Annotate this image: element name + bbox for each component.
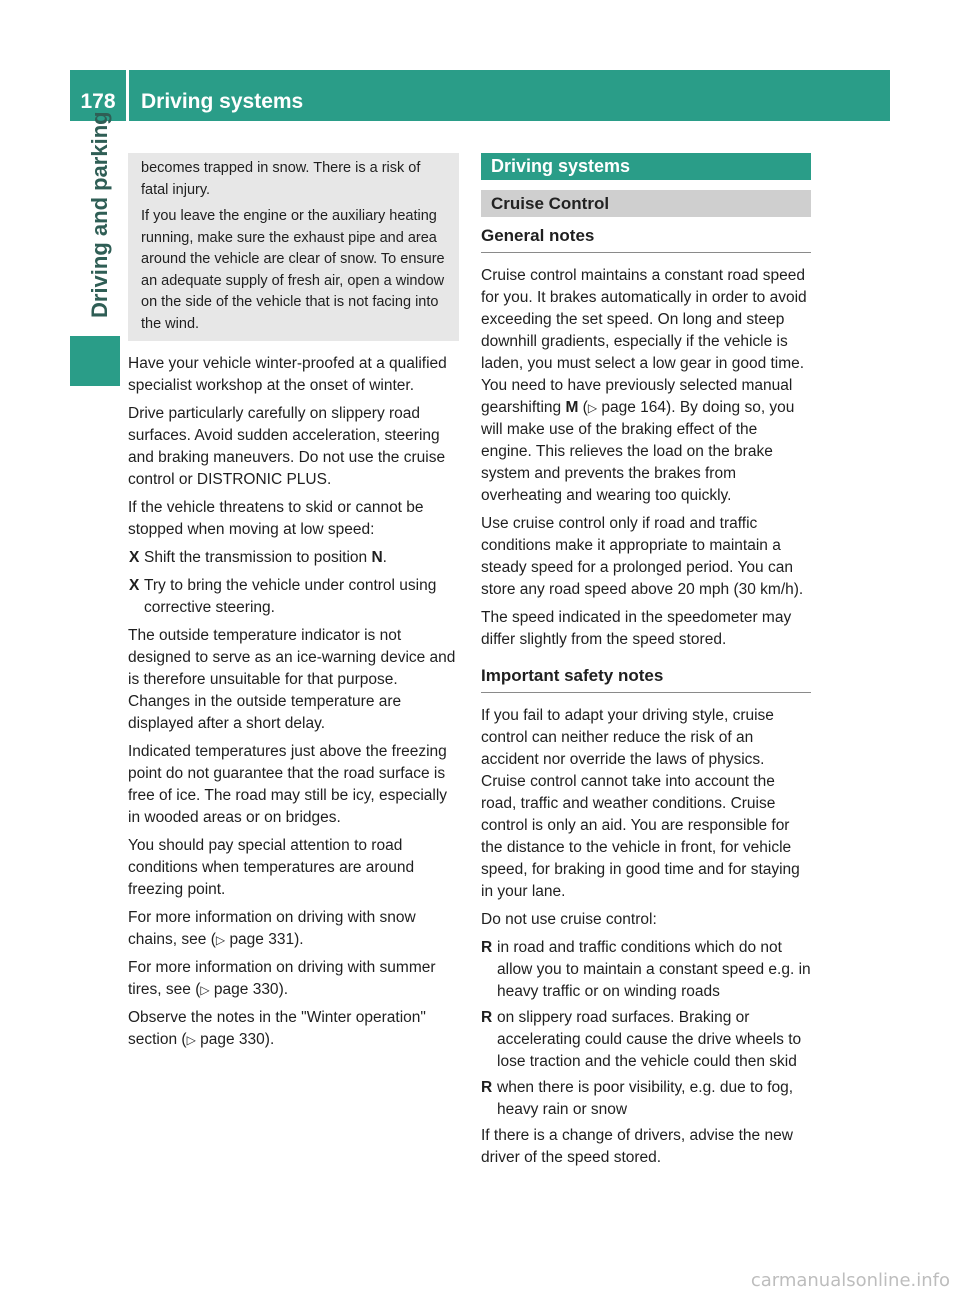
gear-mode: M [565, 399, 579, 416]
paragraph: Drive particularly carefully on slippery road surfaces. Avoid sudden acceleration, steering and braking maneuvers. Do not use the cruise control or DISTRONIC PLUS. [128, 405, 446, 488]
paragraph: Do not use cruise control: [481, 911, 657, 928]
paragraph-text: For more information on driving with summer tires, see ( [128, 959, 436, 998]
list-item-text: on slippery road surfaces. Braking or accelerating could cause the drive wheels to lose traction and the vehicle could then skid [497, 1009, 802, 1070]
paragraph-text-end: ). [294, 931, 304, 948]
list-item [481, 937, 811, 1003]
page-reference-link[interactable]: page 164 [601, 399, 667, 416]
page-ref-arrow-icon: ▷ [587, 401, 598, 415]
page-reference-link[interactable]: page 331 [229, 931, 295, 948]
paragraph-text: Observe the notes in the "Winter operation" section ( [128, 1009, 426, 1048]
warning-box [128, 153, 459, 341]
paragraph: If you fail to adapt your driving style, cruise control can neither reduce the risk of an accident nor override the laws of physics. Cruise control cannot take into account the road, traffic and weather conditions. Cruise control is only an aid. You are responsible for the distance to the vehicle in front, for vehicle speed, for braking in good time and for staying in your lane. [481, 707, 800, 900]
heading-safety-notes: Important safety notes [481, 665, 811, 693]
page-ref-arrow-icon: ▷ [215, 933, 226, 947]
heading-general-notes: General notes [481, 225, 811, 253]
step-text: Shift the transmission to position [144, 549, 372, 566]
left-column [128, 153, 459, 1057]
paragraph: If the vehicle threatens to skid or cannot be stopped when moving at low speed: [128, 499, 424, 538]
paragraph: The speed indicated in the speedometer may differ slightly from the speed stored. [481, 609, 792, 648]
page-ref-arrow-icon: ▷ [186, 1033, 196, 1047]
subsection-title: Cruise Control [481, 190, 811, 217]
paragraph: Use cruise control only if road and traffic conditions make it appropriate to maintain a steady speed for a prolonged period. You can store any road speed above 20 mph (30 km/h). [481, 515, 804, 598]
page-ref-arrow-icon: ▷ [200, 983, 210, 997]
list-item-text: when there is poor visibility, e.g. due to fog, heavy rain or snow [497, 1079, 794, 1118]
watermark: carmanualsonline.info [750, 1270, 950, 1291]
paragraph: The outside temperature indicator is not designed to serve as an ice-warning device and is therefore unsuitable for that purpose. Changes in the outside temperature are displayed after a short delay. [128, 627, 456, 732]
list-item-text: in road and traffic conditions which do not allow you to maintain a constant speed e.g. in heavy traffic or on winding roads [497, 939, 811, 1000]
step-marker: X [129, 549, 140, 566]
paragraph-text: ( [578, 399, 588, 416]
warning-text: becomes trapped in snow. There is a risk of fatal injury. [141, 160, 421, 198]
page-number: 178 [80, 90, 116, 113]
paragraph: If there is a change of drivers, advise the new driver of the speed stored. [481, 1127, 793, 1166]
paragraph-text-end: ). By doing so, you will make use of the braking effect of the engine. This relieves the load on the brake system and prevents the brakes from overheating and wearing too quickly. [481, 399, 795, 504]
paragraph-text: Cruise control maintains a constant road speed for you. It brakes automatically in order to avoid exceeding the set speed. On long and steep downhill gradients, especially if the vehicle is laden, you must select a low gear in good time. You need to have previously selected manual gearshifting [481, 267, 807, 416]
instruction-step [128, 575, 459, 619]
page-reference-link[interactable]: page 330 [200, 1031, 265, 1048]
instruction-step [128, 547, 459, 569]
step-marker: X [129, 577, 140, 594]
gear-position: N [371, 549, 383, 566]
paragraph-text-end: ). [264, 1031, 275, 1048]
paragraph [128, 1007, 459, 1051]
header-title: Driving systems [141, 90, 304, 113]
side-tab-marker [70, 336, 120, 386]
side-tab-label: Driving and parking [87, 111, 112, 318]
paragraph-text: For more information on driving with snow chains, see ( [128, 909, 416, 948]
paragraph: Indicated temperatures just above the freezing point do not guarantee that the road surface is free of ice. The road may still be icy, especially in wooded areas or on bridges. [128, 743, 448, 826]
step-text-end: . [382, 549, 387, 566]
paragraph: Have your vehicle winter-proofed at a qualified specialist workshop at the onset of winter. [128, 355, 447, 394]
right-column [481, 153, 811, 1175]
paragraph: You should pay special attention to road conditions when temperatures are around freezing point. [128, 837, 415, 898]
bullet-marker: R [481, 1009, 493, 1026]
list-item [481, 1007, 811, 1073]
paragraph [128, 907, 459, 951]
paragraph-text-end: ). [278, 981, 289, 998]
list-item [481, 1077, 811, 1121]
bullet-marker: R [481, 1079, 493, 1096]
bullet-marker: R [481, 939, 493, 956]
header-divider [126, 70, 129, 121]
paragraph [128, 957, 459, 1001]
paragraph [481, 265, 811, 507]
side-tab-label-wrap [87, 111, 127, 318]
page-reference-link[interactable]: page 330 [213, 981, 279, 998]
section-title: Driving systems [481, 153, 811, 180]
step-text: Try to bring the vehicle under control using corrective steering. [144, 577, 437, 616]
warning-text: If you leave the engine or the auxiliary heating running, make sure the exhaust pipe and area around the vehicle are clear of snow. To ensure an adequate supply of fresh air, open a window on the side of the vehicle that is not facing into the wind. [141, 208, 445, 332]
